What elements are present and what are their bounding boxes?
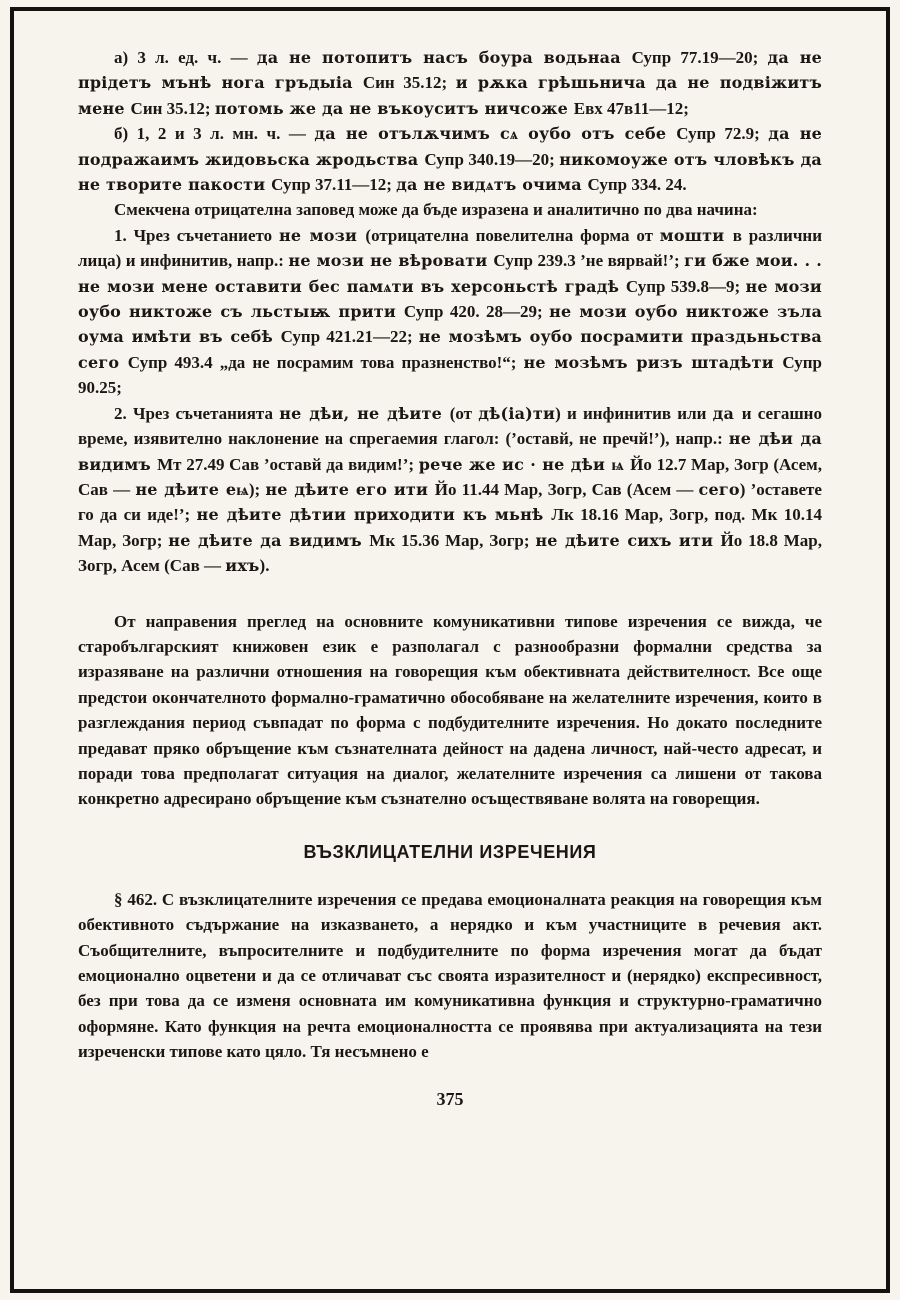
body-text: Йо 18.8 Мар, Зогр, Асем (Сав —	[78, 530, 822, 576]
body-text: Супр 493.4 „да не посрамим това празненство!“;	[127, 352, 524, 372]
page-number: 375	[436, 1088, 464, 1109]
body-text: Супр 334. 24.	[587, 175, 687, 195]
old-church-slavonic-quote: ги бже мои. . . не мози мене оставити бес памѧти въ херсоньстѣ градѣ	[78, 251, 822, 296]
body-text: Син 35.12;	[130, 98, 215, 118]
old-church-slavonic-quote: не мозѣмъ оубо посрамити праздьньства сего	[78, 327, 822, 372]
body-text: Супр 90.25;	[78, 352, 822, 398]
body-text: От направения преглед на основните комуникативни типове изречения се вижда, че старобългарският книжовен език е разполагал с разнообразни формални средства за изразяване на различни отношения на говорещия към обективната действителност. Все още предстои окончателното формално-граматично обособяване на желателните изречения, които в разглеждания период съвпадат по форма с подбудителните изречения. Но докато последните предават пряко обръщение към съзнателната дейност на дадена личност, най-често адресат, и поради това предполагат ситуация на диалог, желателните изречения са лишени от такова конкретно адресирано обръщение към съзнателно осъществяване волята на говорещия.	[78, 611, 822, 809]
old-church-slavonic-quote: не дѣите дѣтии приходити къ мьнѣ	[196, 505, 552, 525]
old-church-slavonic-quote: дѣ(іа)ти	[478, 403, 556, 423]
body-text: Мт 27.49 Сав ’оставй да видим!’;	[157, 454, 419, 474]
body-text: (отрицателна повелителна форма от	[365, 225, 660, 245]
body-text: а) 3 л. ед. ч. —	[114, 48, 257, 67]
old-church-slavonic-quote: мошти	[659, 225, 733, 245]
old-church-slavonic-quote: да не подражаимъ жидовьска жродьства	[78, 124, 822, 169]
old-church-slavonic-quote: да не прідетъ мънѣ нога гръдыіа	[78, 48, 822, 93]
old-church-slavonic-quote: не дѣите сихъ ити	[535, 530, 721, 550]
paragraph	[78, 887, 822, 1065]
paragraph	[78, 223, 822, 401]
body-text: );	[248, 479, 266, 499]
text-block-bottom	[78, 887, 822, 1065]
body-text: Син 35.12;	[362, 73, 456, 93]
body-text: Супр 77.19—20;	[631, 48, 768, 67]
body-text: 1. Чрез съчетанието	[114, 225, 279, 245]
old-church-slavonic-quote: ихъ	[225, 556, 260, 576]
body-text: Лк 18.16 Мар, Зогр, под. Мк 10.14 Мар, Зогр;	[78, 505, 822, 550]
body-text: Евх 47в11—12;	[573, 98, 689, 118]
old-church-slavonic-quote: никомоуже отъ чловѣкъ да не творите пакости	[78, 149, 822, 195]
old-church-slavonic-quote: да не потопитъ насъ боура водьнаа	[256, 48, 632, 67]
body-text: ) ’оставете го да си иде!’;	[78, 479, 822, 525]
body-text: Супр 239.3 ’не вярвай!’;	[493, 251, 685, 271]
old-church-slavonic-quote: не мозѣмъ ризъ штадѣти	[523, 352, 783, 372]
old-church-slavonic-quote: не мози оубо никтоже съ льстыѭ прити	[78, 276, 823, 322]
body-text: б) 1, 2 и 3 л. мн. ч. —	[114, 124, 315, 144]
old-church-slavonic-quote: сего	[698, 479, 740, 499]
body-text: 2. Чрез съчетанията	[114, 403, 280, 423]
body-text: Супр 340.19—20;	[424, 149, 560, 169]
old-church-slavonic-quote: потомь же да не въкоуситъ ничсоже	[214, 98, 574, 118]
body-text: ).	[259, 556, 270, 576]
old-church-slavonic-quote: не дѣите его ити	[265, 479, 435, 499]
body-text: (от	[449, 403, 479, 423]
body-text: Мк 15.36 Мар, Зогр;	[369, 530, 536, 550]
old-church-slavonic-quote: не дѣите да видимъ	[168, 530, 370, 550]
paragraph	[78, 197, 822, 222]
old-church-slavonic-quote: не дѣи да видимъ	[78, 429, 822, 474]
paragraph	[78, 609, 822, 812]
paragraph	[78, 121, 822, 197]
body-text: § 462. С възклицателните изречения се предава емоционалната реакция на говорещия към обективното съдържание на изказването, а нерядко и към участниците в речевия акт. Съобщителните, въпросителните и подбудителните по форма изречения могат да бъдат емоционално оцветени и да се отличават със своята изразителност и (нерядко) експресивност, без при това да се изменя основната им комуникативна функция и структурно-граматично оформяне. Като функция на речта емоционалността се проявява при актуализацията на тези изреченски типове като цяло. Тя несъмнено е	[78, 889, 822, 1062]
old-church-slavonic-quote: да не видѧтъ очима	[396, 175, 588, 195]
body-text: Йо 12.7 Мар, Зогр (Асем, Сав —	[78, 454, 822, 499]
old-church-slavonic-quote: не дѣите еѩ	[135, 479, 249, 499]
section-heading: ВЪЗКЛИЦАТЕЛНИ ИЗРЕЧЕНИЯ	[303, 841, 597, 862]
body-text: и сегашно време, изявително наклонение на спрегаемия глагол: (’оставй, не пречй!’), напр.:	[78, 403, 822, 449]
old-church-slavonic-quote: не мози не вѣровати	[288, 251, 494, 271]
old-church-slavonic-quote: рече же ис · не дѣи ѩ	[418, 454, 631, 474]
old-church-slavonic-quote: не дѣи, не дѣите	[279, 403, 450, 423]
text-block-top	[78, 45, 822, 812]
old-church-slavonic-quote: и рѫка грѣшьнича да не подвіжитъ мене	[78, 73, 823, 118]
body-text: Йо 11.44 Мар, Зогр, Сав (Асем —	[434, 479, 699, 499]
old-church-slavonic-quote: не мози оубо никтоже зъла оума имѣти въ себѣ	[78, 302, 823, 347]
page-border-frame	[10, 7, 890, 1293]
old-church-slavonic-quote: не мози	[278, 225, 366, 245]
body-text: ) и инфинитив или	[555, 403, 713, 423]
body-text: Супр 72.9;	[676, 124, 769, 144]
body-text: Супр 37.11—12;	[271, 175, 397, 195]
body-text: в различни лица) и инфинитив, напр.:	[78, 225, 823, 271]
paragraph	[78, 401, 822, 579]
body-text: Супр 539.8—9;	[625, 276, 746, 296]
old-church-slavonic-quote: да не отълѫчимъ сѧ оубо отъ себе	[314, 124, 677, 144]
body-text: Супр 421.21—22;	[280, 327, 419, 347]
page-content	[78, 45, 822, 1279]
body-text: Смекчена отрицателна заповед може да бъде изразена и аналитично по два начина:	[114, 200, 758, 220]
old-church-slavonic-quote: да	[712, 403, 742, 423]
paragraph	[78, 45, 822, 121]
body-text: Супр 420. 28—29;	[403, 302, 550, 322]
